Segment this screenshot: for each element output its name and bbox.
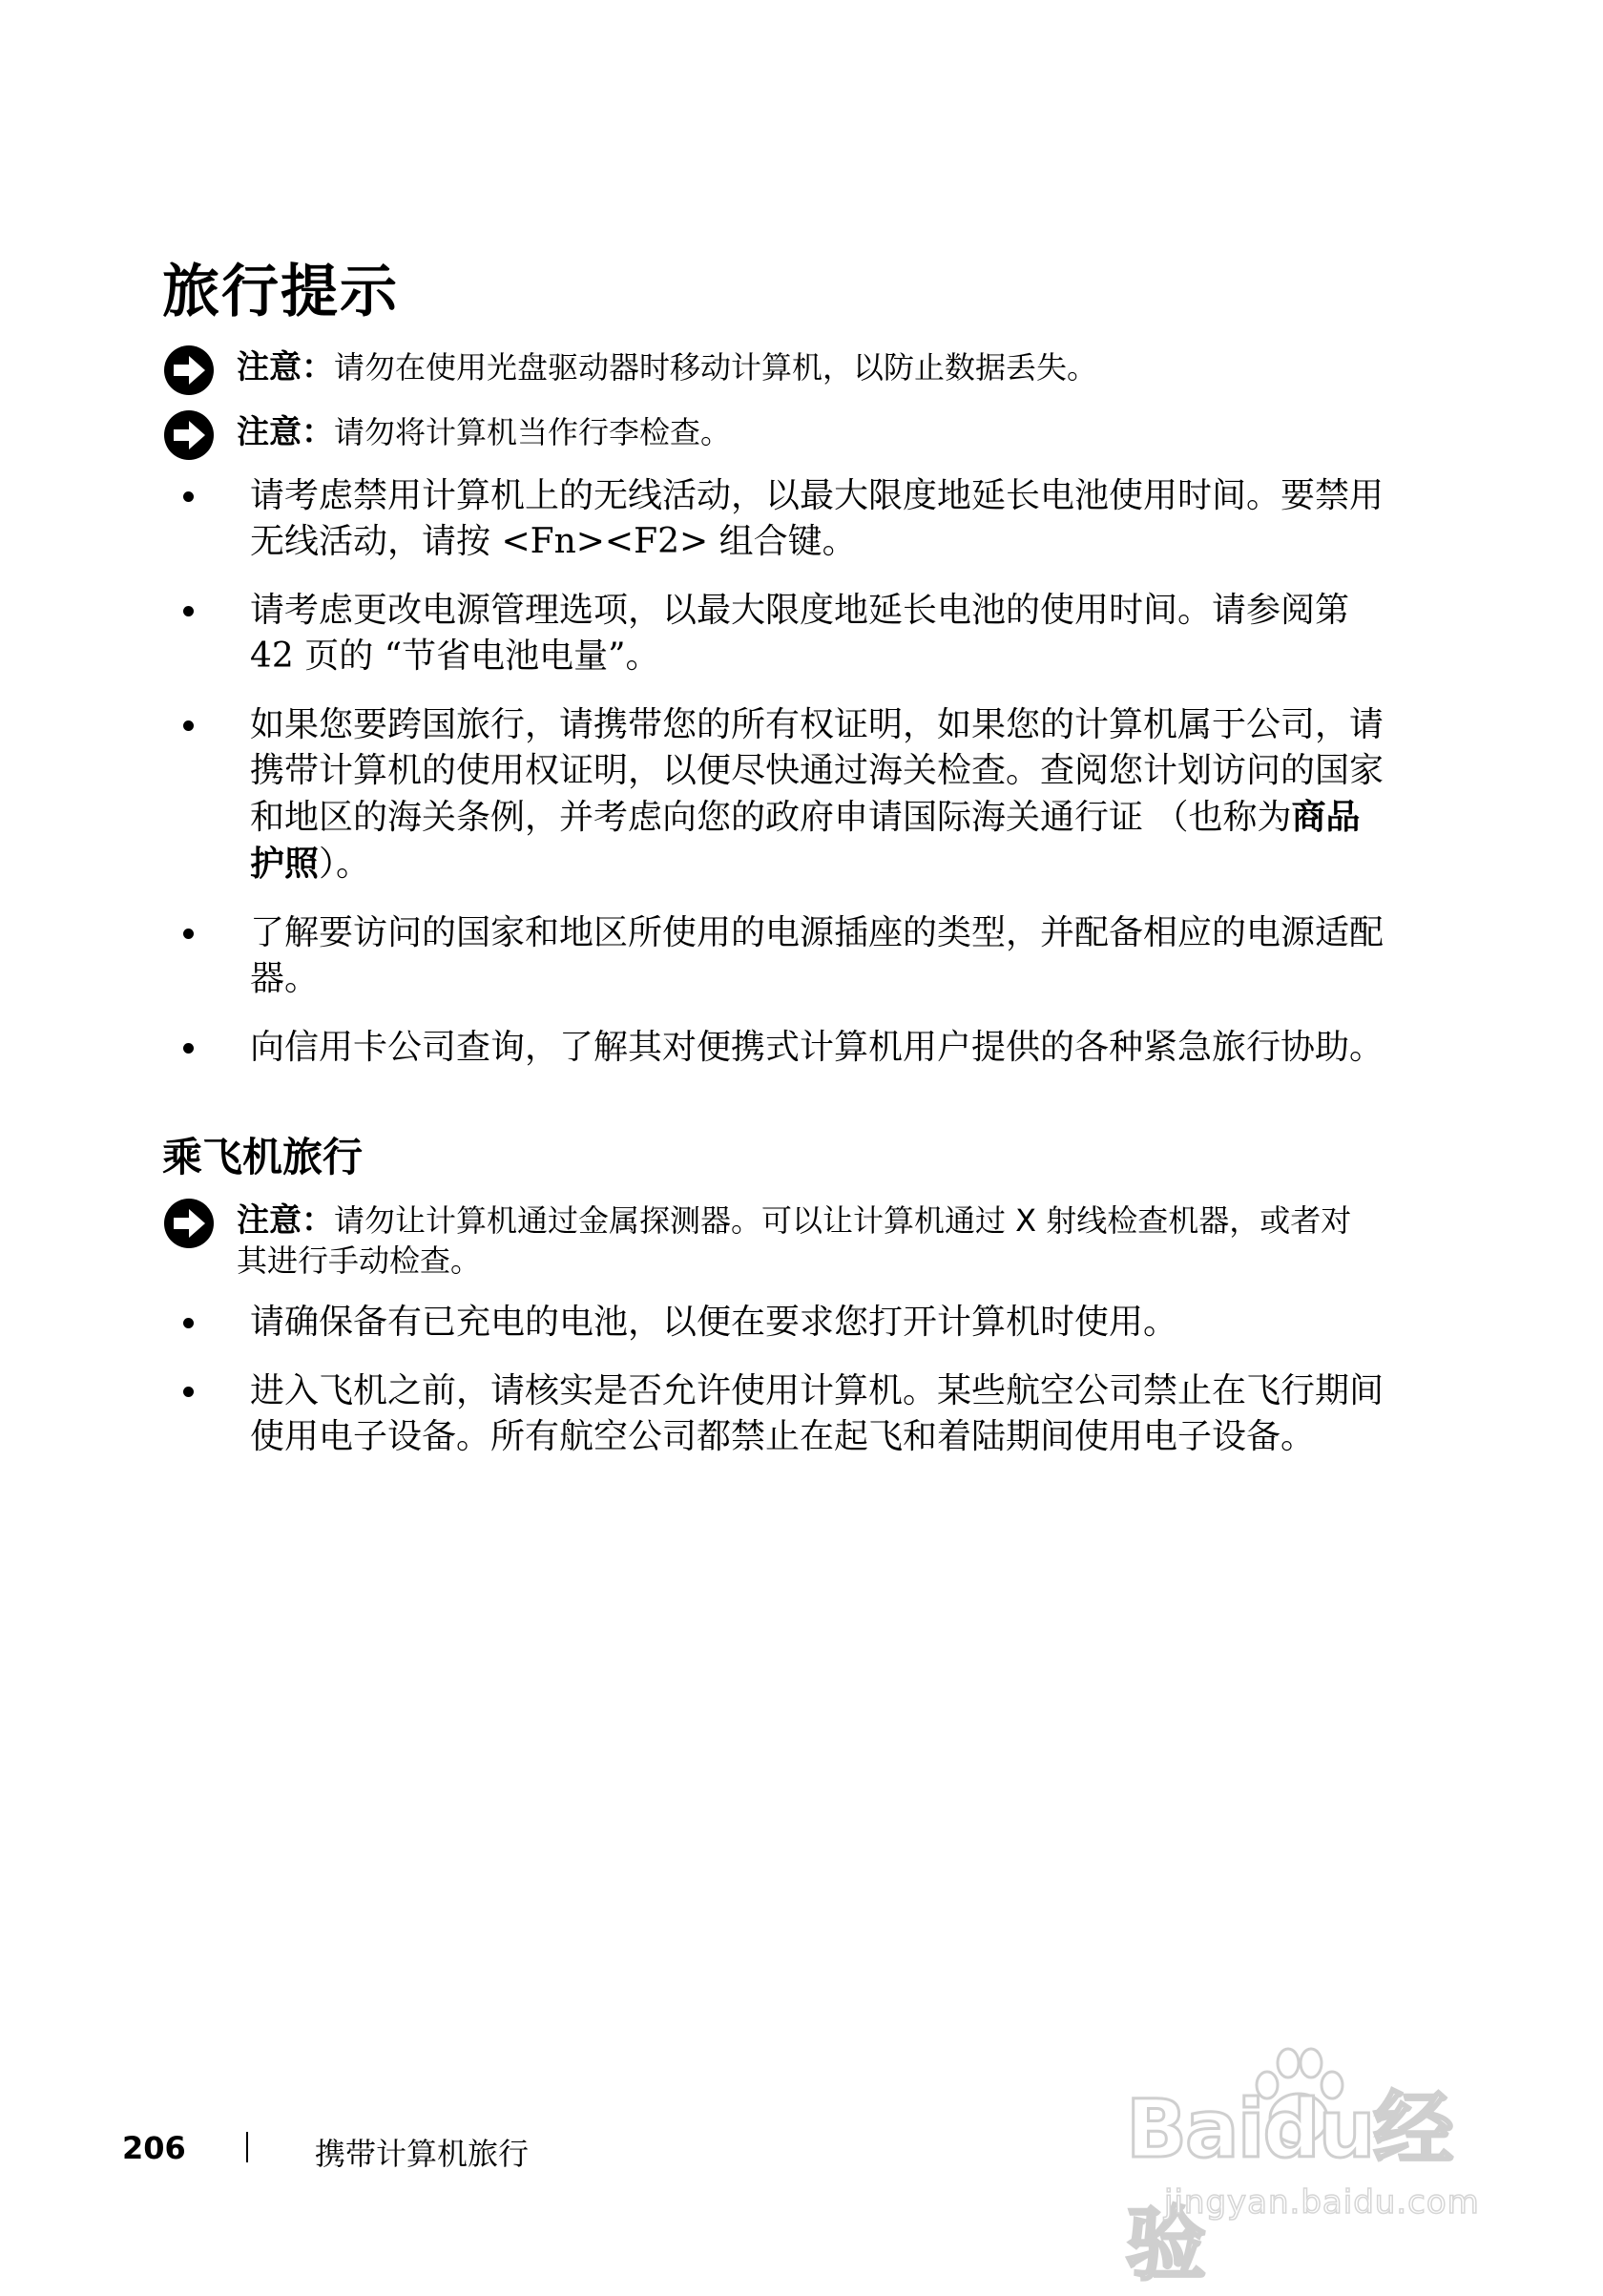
watermark-url: jingyan.baidu.com bbox=[1164, 2183, 1480, 2222]
list-item-text: 请考虑更改电源管理选项，以最大限度地延长电池的使用时间。请参阅第 42 页的 “节省电池电量”。 bbox=[250, 591, 1350, 676]
page-number: 206 bbox=[122, 2130, 186, 2166]
list-item-text: 如果您要跨国旅行，请携带您的所有权证明，如果您的计算机属于公司，请携带计算机的使用权证明，以便尽快通过海关检查。查阅您计划访问的国家和地区的海关条例，并考虑向您的政府申请国际海关通行证 （也称为 bbox=[250, 705, 1384, 837]
bullet-dot-icon bbox=[183, 1318, 194, 1328]
notice-3 bbox=[162, 1200, 1382, 1281]
list-item-text: 请考虑禁用计算机上的无线活动，以最大限度地延长电池使用时间。要禁用无线活动，请按 <Fn><F2> 组合键。 bbox=[250, 476, 1384, 561]
baidu-watermark bbox=[1126, 2042, 1527, 2291]
bullet-dot-icon bbox=[183, 720, 194, 731]
notice-arrow-icon bbox=[162, 1197, 216, 1250]
notice-text: 请勿让计算机通过金属探测器。可以让计算机通过 X 射线检查机器，或者对其进行手动检查。 bbox=[237, 1202, 1352, 1279]
list-item-text: 请确保备有已充电的电池，以便在要求您打开计算机时使用。 bbox=[250, 1303, 1178, 1342]
list-item-text: 向信用卡公司查询，了解其对便携式计算机用户提供的各种紧急旅行协助。 bbox=[250, 1028, 1384, 1067]
notice-label: 注意： bbox=[237, 348, 334, 386]
watermark-logo: Baidu经验 bbox=[1126, 2082, 1452, 2291]
list-item bbox=[162, 910, 1384, 1002]
bullet-dot-icon bbox=[183, 1043, 194, 1054]
list-item bbox=[162, 1368, 1384, 1460]
notice-label: 注意： bbox=[237, 1201, 334, 1240]
bullet-dot-icon bbox=[183, 491, 194, 502]
notice-arrow-icon bbox=[162, 344, 216, 397]
footer-divider bbox=[246, 2132, 248, 2162]
notice-2 bbox=[162, 412, 1382, 462]
notice-arrow-icon bbox=[162, 408, 216, 462]
list-item bbox=[162, 702, 1384, 887]
list-item-text: 进入飞机之前，请核实是否允许使用计算机。某些航空公司禁止在飞行期间使用电子设备。所有航空公司都禁止在起飞和着陆期间使用电子设备。 bbox=[250, 1371, 1384, 1456]
page-title: 旅行提示 bbox=[162, 259, 399, 325]
notice-label: 注意： bbox=[237, 413, 334, 451]
notice-text: 请勿在使用光盘驱动器时移动计算机，以防止数据丢失。 bbox=[334, 349, 1098, 386]
list-item bbox=[162, 1300, 1384, 1346]
bullet-dot-icon bbox=[183, 929, 194, 939]
list-item-bold-term: 商品护照 bbox=[250, 797, 1361, 884]
notice-text: 请勿将计算机当作行李检查。 bbox=[334, 414, 732, 450]
travel-tips-list bbox=[162, 473, 1384, 1094]
list-item-text: 了解要访问的国家和地区所使用的电源插座的类型，并配备相应的电源适配器。 bbox=[250, 913, 1384, 998]
list-item bbox=[162, 588, 1384, 679]
air-travel-list bbox=[162, 1300, 1384, 1483]
section-heading: 乘飞机旅行 bbox=[162, 1134, 364, 1180]
chapter-title: 携带计算机旅行 bbox=[315, 2136, 530, 2172]
notice-1 bbox=[162, 347, 1382, 397]
list-item-text-end: ）。 bbox=[319, 845, 371, 884]
list-item bbox=[162, 1025, 1384, 1071]
bullet-dot-icon bbox=[183, 1387, 194, 1397]
list-item bbox=[162, 473, 1384, 565]
bullet-dot-icon bbox=[183, 606, 194, 616]
